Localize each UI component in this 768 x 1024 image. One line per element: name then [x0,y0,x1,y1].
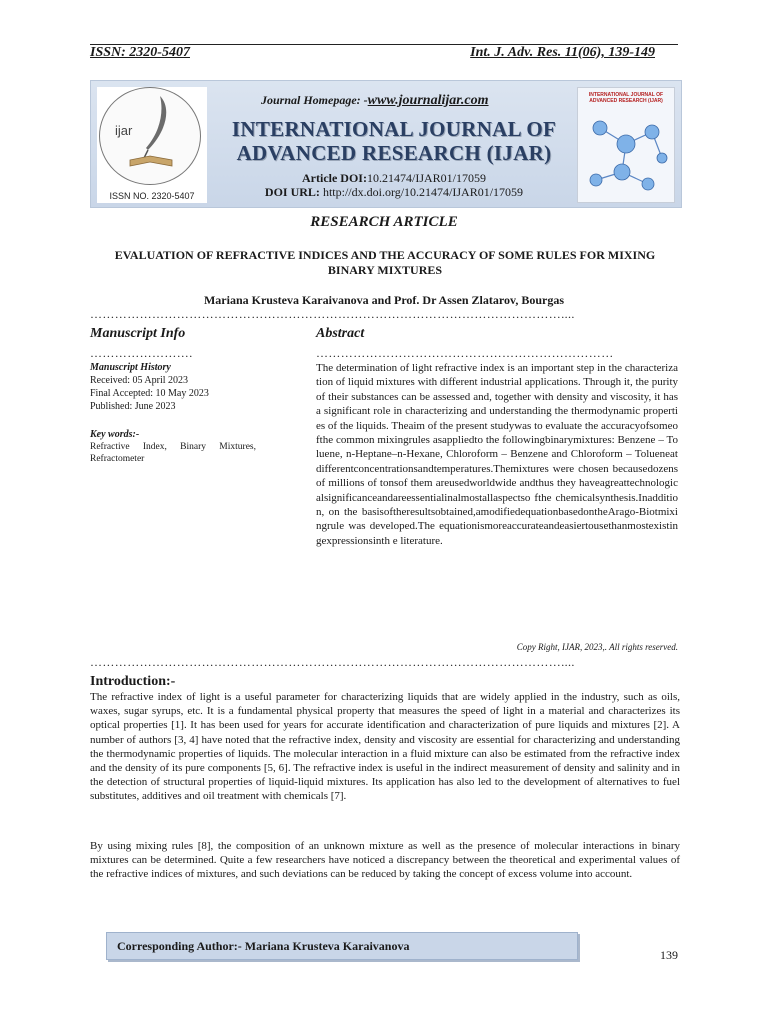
separator-bottom: …………………………………………………………………………………………………….... [90,655,575,669]
page-number: 139 [660,948,678,962]
doi-url [219,185,569,200]
homepage-link[interactable]: www.journalijar.com [367,93,489,108]
article-doi [219,171,569,186]
homepage-label: Journal Homepage: - [261,93,368,107]
introduction-paragraph-1: The refractive index of light is a useful parameter for characterizing liquids that are widely applied in the industry, such as oils, waxes, sugar syrups, etc. It is a fundamental physical property that measures the speed of light in a material and characterizes its optical properties [1]. It has been used for years for accurate identification and characterization of pure liquids and mixtures [2]. A number of authors [3, 4] have noted that the refractive index, density and viscosity are essential for characterizing and understanding the thermodynamic properties of liquids. The molecular interaction in a fluid mixture can also be estimated from the refractive index and the density of its pure components [5, 6]. The refractive index is useful in the indirect measurement of density and salinity and in the detection of structural properties of liquid-liquid mixtures. Its application has also led to the development of alternatives to fuel substitutes, additives and oil treatment with chemicals [7]. [90,691,680,803]
abstract-dots: ……………………………………………………………… [316,346,614,360]
received-date: Received: 05 April 2023 [90,375,189,386]
doi-url-label: DOI URL: [264,185,320,199]
authors: Mariana Krusteva Karaivanova and Prof. Dr Assen Zlatarov, Bourgas [203,293,564,307]
paper-title: EVALUATION OF REFRACTIVE INDICES AND THE ACCURACY OF SOME RULES FOR MIXING BINARY MIXTURES [114,248,656,277]
article-type: RESEARCH ARTICLE [310,214,458,230]
separator-top: …………………………………………………………………………………………………….... [90,307,575,321]
doi-label: Article DOI: [302,171,367,185]
introduction-heading: Introduction:- [90,674,176,689]
molecule-icon [578,88,674,202]
doi-value: 10.21474/IJAR01/17059 [366,171,486,185]
journal-citation: Int. J. Adv. Res. 11(06), 139-149 [470,45,655,60]
journal-logo [97,87,207,203]
corresponding-author-box [106,932,578,960]
journal-homepage [261,93,489,109]
published-date: Published: June 2023 [90,401,176,412]
logo-text: ijar [115,123,133,138]
keywords-heading: Key words:- [90,429,140,440]
logo-issn: ISSN NO. 2320-5407 [109,191,195,201]
abstract-heading: Abstract [316,326,365,341]
journal-cover-image [577,87,675,203]
introduction-paragraph-2: By using mixing rules [8], the composition of an unknown mixture as well as the presence of molecular interactions in binary mixtures can be determined. Quite a few researchers have noticed a discrepancy between the theoretical and experimental values of the refractive indices of mixtures, and such deviations can be reduced by taking the concept of excess volume into account. [90,840,680,881]
journal-banner [90,80,682,208]
manuscript-info-dots: ……………………. [90,346,193,360]
copyright-notice: Copy Right, IJAR, 2023,. All rights reserved. [516,642,678,652]
cover-title: INTERNATIONAL JOURNAL OF ADVANCED RESEARCH (IJAR) [588,92,664,104]
manuscript-history-heading: Manuscript History [90,362,171,373]
manuscript-info-heading: Manuscript Info [90,326,186,341]
accepted-date: Final Accepted: 10 May 2023 [90,388,209,399]
issn-label: ISSN: 2320-5407 [90,45,190,60]
keywords-list: Refractive Index, Binary Mixtures, Refractometer [90,442,256,464]
doi-url-link[interactable]: http://dx.doi.org/10.21474/IJAR01/17059 [322,185,524,199]
abstract-text: The determination of light refractive index is an important step in the characterization of liquid mixtures with different industrial applications. Through it, the purity of their substances can be assessed and, together with density and viscosity, it has a significant role in characterizing and understanding the thermodynamic properties of the liquids. Theaim of the present studywas to evaluate the accuracyofsomeofthe common mixingrules asappliedto the followingbinarymixtures: Benzene – Toluene, n-Heptane–n-Hexane, Chloroform – Benzene and Chloroform – Tolueneatdifferentconcentrationsandtemperatures.Themixtures were chosen becausedozens of millions of tonsof them areusedworldwide andthus they haveagreattechnologicalsignificanceandareessentialinalmostallaspectso fthe chemicalsynthesis.Inaddition, on the basisoftheresultsobtained,amodifiedequationbasedontheArago-Biotmixingrule was developed.The equationismoreaccurateandeasiertousethanmostexistingexpressionsinth e literature. [316,362,678,547]
journal-title: INTERNATIONAL JOURNAL OF ADVANCED RESEARCH (IJAR) [231,117,557,165]
corresponding-author: Corresponding Author:- Mariana Krusteva Karaivanova [117,939,410,953]
